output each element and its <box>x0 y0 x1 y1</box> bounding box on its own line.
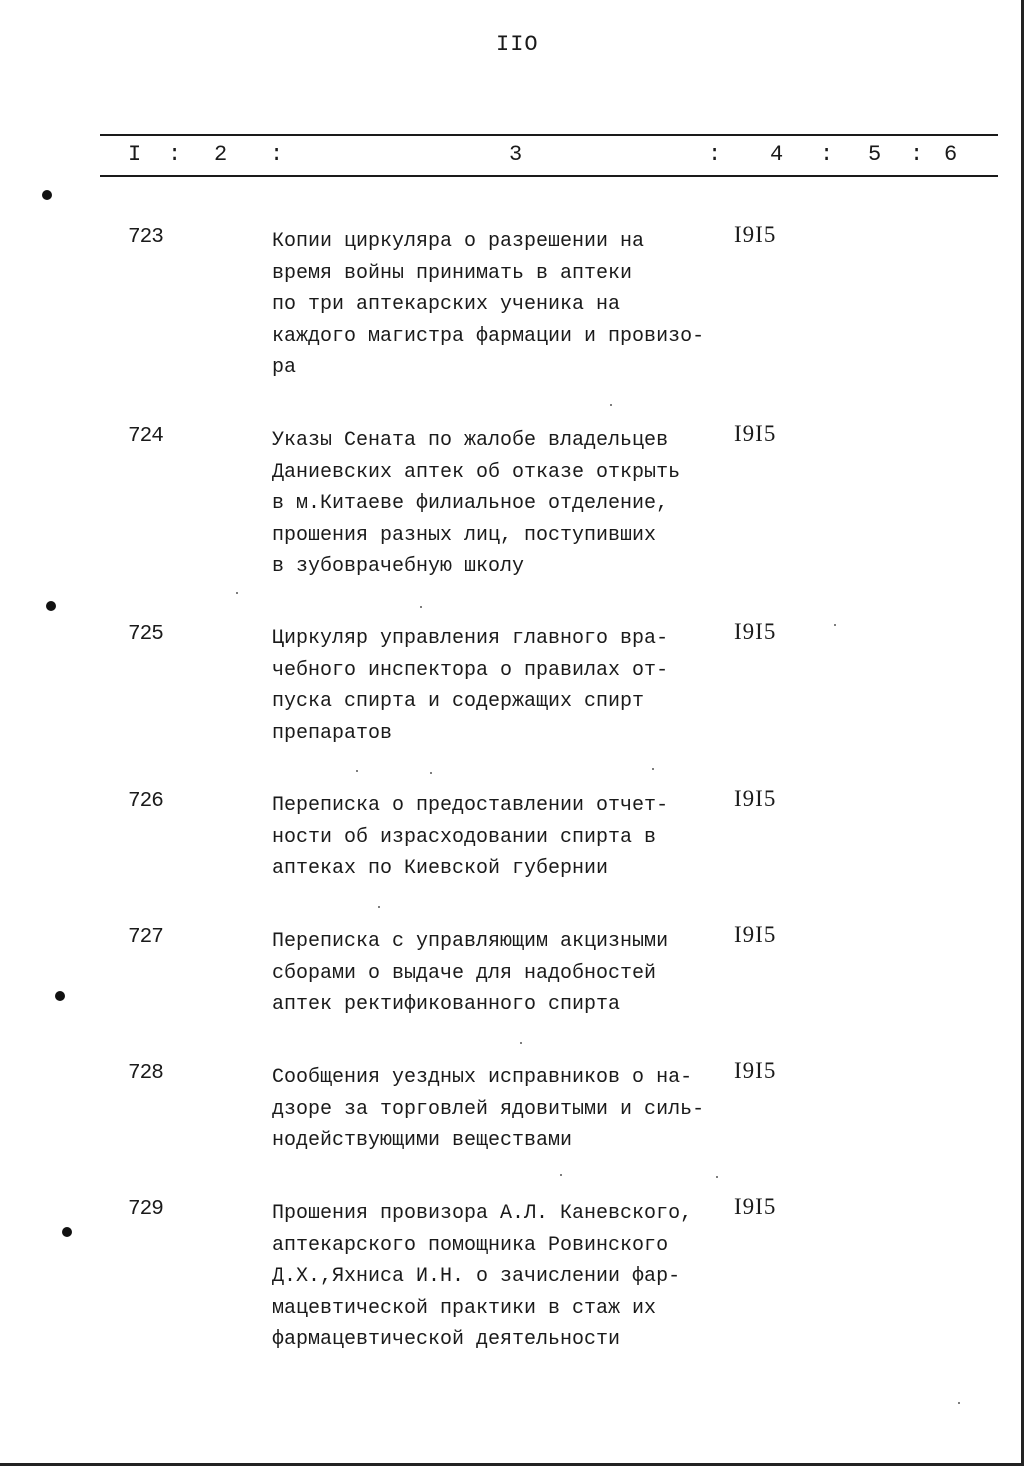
description-line: пуска спирта и содержащих спирт <box>272 690 645 713</box>
scan-speck <box>958 1402 960 1404</box>
entry-description <box>272 926 742 1021</box>
entry-year: I9I5 <box>734 1194 777 1219</box>
description-line: в м.Китаеве филиальное отделение, <box>272 492 669 515</box>
description-line: Д.Х.,Яхниса И.Н. о зачислении фар- <box>272 1265 681 1288</box>
description-line: Прошения провизора А.Л. Каневского, <box>272 1202 693 1225</box>
column-separator: : <box>820 142 834 167</box>
entry-number: 725 <box>128 623 163 646</box>
description-line: ности об израсходовании спирта в <box>272 825 657 849</box>
column-separator: : <box>168 142 182 167</box>
entry-number: 729 <box>128 1198 163 1221</box>
description-line: чебного инспектора о правилах от- <box>272 658 669 682</box>
description-line: препаратов <box>272 721 393 745</box>
header-rule-top <box>100 134 998 136</box>
scan-speck <box>236 592 238 594</box>
entry-description <box>272 1198 742 1356</box>
description-line: прошения разных лиц, поступивших <box>272 523 657 547</box>
description-line: сборами о выдаче для надобностей <box>272 961 657 985</box>
entry-year: I9I5 <box>734 1058 777 1083</box>
column-header-2: 2 <box>214 142 228 167</box>
description-line: аптек ректификованного спирта <box>272 993 621 1016</box>
header-rule-bottom <box>100 175 998 177</box>
entry-year: I9I5 <box>734 619 777 644</box>
description-line: Циркуляр управления главного вра- <box>272 627 669 650</box>
column-header-4: 4 <box>770 142 784 167</box>
column-header-3: 3 <box>509 142 523 167</box>
scan-speck <box>834 624 836 626</box>
description-line: в зубоврачебную школу <box>272 555 525 578</box>
scan-speck <box>560 1174 562 1176</box>
punch-hole <box>62 1227 72 1237</box>
column-header-6: 6 <box>944 142 958 167</box>
entry-year: I9I5 <box>734 421 777 446</box>
scan-speck <box>610 404 612 406</box>
description-line: каждого магистра фармации и провизо- <box>272 324 705 348</box>
description-line: аптеках по Киевской губернии <box>272 857 609 880</box>
column-separator: : <box>910 142 924 167</box>
entry-number: 728 <box>128 1062 163 1085</box>
description-line: Переписка с управляющим акцизными <box>272 930 669 953</box>
description-line: Копии циркуляра о разрешении на <box>272 230 645 253</box>
description-line: по три аптекарских ученика на <box>272 293 621 316</box>
column-header-5: 5 <box>868 142 882 167</box>
entry-description <box>272 1062 742 1157</box>
entry-year: I9I5 <box>734 922 777 947</box>
entry-number: 723 <box>128 226 163 249</box>
entry-year: I9I5 <box>734 786 777 811</box>
scan-speck <box>356 770 358 772</box>
description-line: Даниевских аптек об отказе открыть <box>272 460 681 484</box>
entry-description <box>272 226 742 384</box>
scan-speck <box>420 606 422 608</box>
punch-hole <box>42 190 52 200</box>
entry-description <box>272 425 742 583</box>
scan-speck <box>652 768 654 770</box>
column-header-1: I <box>128 142 142 167</box>
column-separator: : <box>708 142 722 167</box>
scan-speck <box>716 1176 718 1178</box>
entry-number: 724 <box>128 425 163 448</box>
entry-description <box>272 790 742 885</box>
entry-number: 726 <box>128 790 163 813</box>
description-line: Указы Сената по жалобе владельцев <box>272 429 669 452</box>
column-separator: : <box>270 142 284 167</box>
description-line: дзоре за торговлей ядовитыми и силь- <box>272 1097 705 1121</box>
punch-hole <box>55 991 65 1001</box>
description-line: аптекарского помощника Ровинского <box>272 1233 669 1257</box>
description-line: мацевтической практики в стаж их <box>272 1296 657 1320</box>
entry-description <box>272 623 742 749</box>
entry-number: 727 <box>128 926 163 949</box>
description-line: Переписка о предоставлении отчет- <box>272 794 669 817</box>
punch-hole <box>46 601 56 611</box>
scan-speck <box>430 772 432 774</box>
entry-year: I9I5 <box>734 222 777 247</box>
page-number: IIO <box>496 32 539 57</box>
scan-speck <box>378 906 380 908</box>
description-line: Сообщения уездных исправников о на- <box>272 1066 693 1089</box>
description-line: ра <box>272 356 297 379</box>
description-line: фармацевтической деятельности <box>272 1328 621 1351</box>
description-line: нодействующими веществами <box>272 1129 573 1152</box>
scan-speck <box>520 1042 522 1044</box>
description-line: время войны принимать в аптеки <box>272 261 633 285</box>
